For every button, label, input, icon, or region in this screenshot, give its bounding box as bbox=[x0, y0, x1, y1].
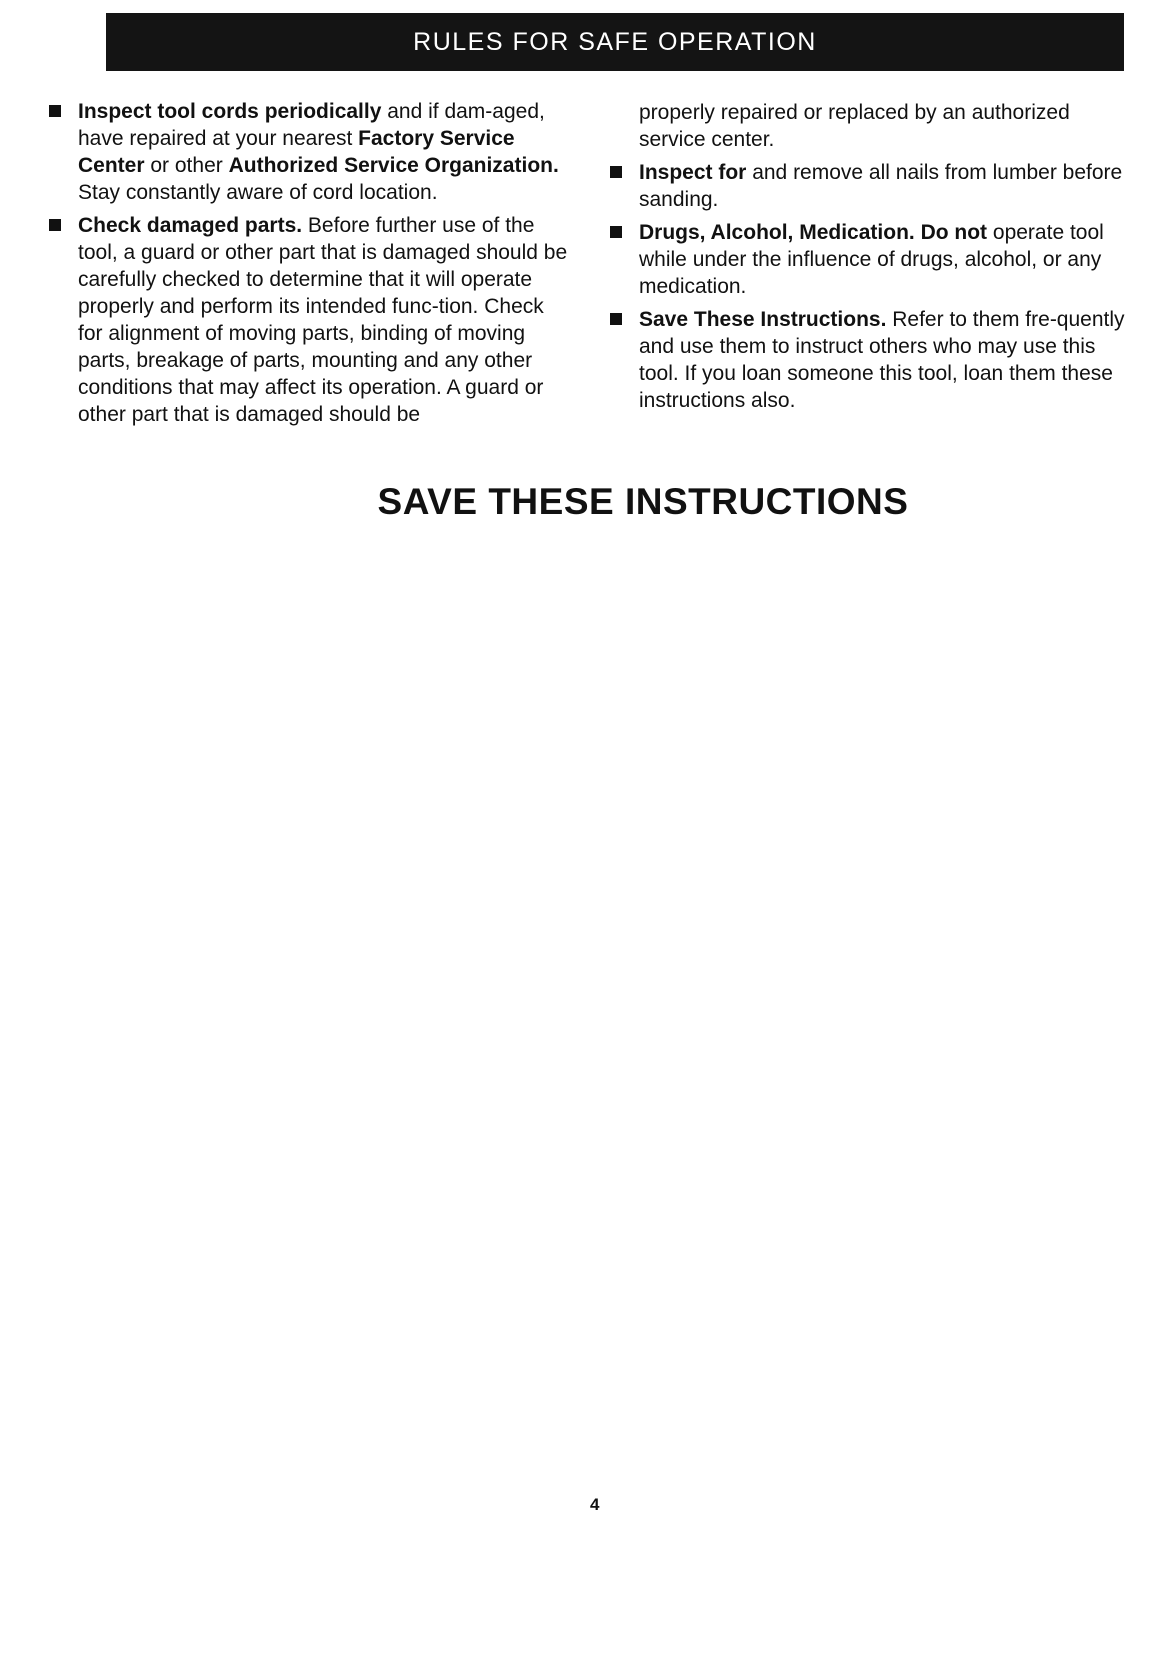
rule-text: Check damaged parts. Before further use of the tool, a guard or other part that is damaged should be carefully checked to determine that it will operate properly and perform its intended func-tion. Check for alignment of moving parts, binding of moving parts, breakage of parts, mounting and any other conditions that may affect its operation. A guard or other part that is damaged should be bbox=[78, 214, 568, 426]
square-bullet-icon bbox=[49, 219, 61, 231]
save-instructions-heading: SAVE THESE INSTRUCTIONS bbox=[377, 481, 909, 522]
square-bullet-icon bbox=[610, 226, 622, 238]
rule-item-drugs-alcohol bbox=[609, 219, 1139, 300]
rule-text: Inspect for and remove all nails from lumber before sanding. bbox=[639, 161, 1123, 211]
rule-text: Save These Instructions. Refer to them fre-quently and use them to instruct others who may use this tool. If you loan someone this tool, loan them these instructions also. bbox=[639, 308, 1125, 412]
square-bullet-icon bbox=[610, 313, 622, 325]
right-column bbox=[609, 99, 1139, 420]
section-title: RULES FOR SAFE OPERATION bbox=[413, 27, 817, 56]
rule-text: Inspect tool cords periodically and if dam-aged, have repaired at your nearest Factory Service Center or other Authorized Service Organization. Stay constantly aware of cord location. bbox=[78, 100, 559, 204]
square-bullet-icon bbox=[610, 166, 622, 178]
rule-item-save-instructions bbox=[609, 306, 1139, 414]
rule-text: Drugs, Alcohol, Medication. Do not operate tool while under the influence of drugs, alcohol, or any medication. bbox=[639, 221, 1104, 298]
rule-continuation: properly repaired or replaced by an authorized service center. bbox=[639, 101, 1070, 151]
square-bullet-icon bbox=[49, 105, 61, 117]
section-header-bar bbox=[106, 13, 1124, 71]
page-number: 4 bbox=[590, 1495, 600, 1514]
rule-item-check-damaged-parts bbox=[48, 212, 573, 428]
rule-item-inspect-nails bbox=[609, 159, 1139, 213]
left-column bbox=[48, 98, 573, 434]
rule-item-inspect-cords bbox=[48, 98, 573, 206]
